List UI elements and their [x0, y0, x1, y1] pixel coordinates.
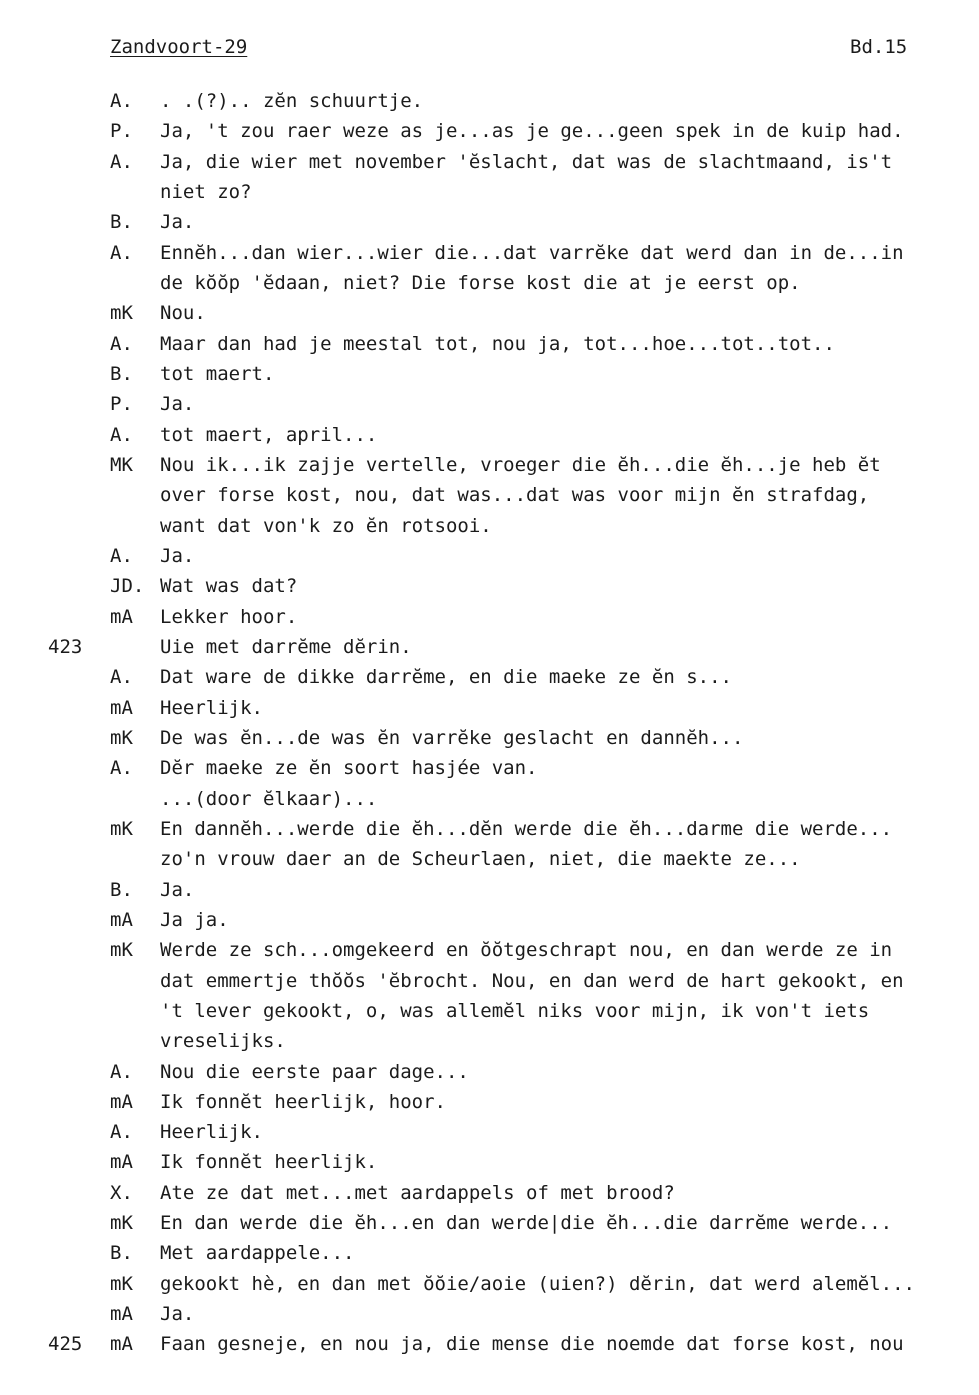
- utterance-text: Maar dan had je meestal tot, nou ja, tot...hoe...tot..tot..: [160, 332, 835, 355]
- utterance-text: Ja ja.: [160, 908, 229, 931]
- speaker-label: A.: [110, 332, 133, 355]
- utterance-text: Dat ware de dikke darrĕme, en die maeke ze ĕn s...: [160, 666, 732, 689]
- utterance-text: Lekker hoor.: [160, 605, 298, 628]
- transcript-turn: [0, 450, 979, 541]
- transcript-turn: [0, 116, 979, 146]
- speaker-label: B.: [110, 1242, 133, 1265]
- utterance-text: Ennĕh...dan wier...wier die...dat varrĕke dat werd dan in de...in: [160, 241, 904, 264]
- speaker-label: A.: [110, 423, 133, 446]
- transcript-line: [0, 238, 979, 268]
- speaker-label: A.: [110, 1121, 133, 1144]
- utterance-text: niet zo?: [160, 180, 252, 203]
- transcript-turn: [0, 420, 979, 450]
- speaker-label: mA: [110, 908, 133, 931]
- speaker-label: mK: [110, 1212, 133, 1235]
- transcript-line: [0, 1178, 979, 1208]
- utterance-text: Ja.: [160, 878, 195, 901]
- utterance-text: Ate ze dat met...met aardappels of met brood?: [160, 1181, 675, 1204]
- speaker-label: MK: [110, 453, 133, 476]
- utterance-text: Heerlijk.: [160, 1121, 263, 1144]
- transcript-line: [0, 996, 979, 1026]
- utterance-text: Ja, 't zou raer weze as je...as je ge...geen spek in de kuip had.: [160, 120, 904, 143]
- transcript-line: [0, 116, 979, 146]
- utterance-text: ...(door ĕlkaar)...: [160, 787, 378, 810]
- utterance-text: 't lever gekookt, o, was allemĕl niks voor mijn, ik von't iets: [160, 999, 870, 1022]
- transcript-line: [0, 784, 979, 814]
- transcript-line: [0, 1208, 979, 1238]
- transcript-line: [0, 268, 979, 298]
- transcript-turn: [0, 86, 979, 116]
- transcript-line: [0, 753, 979, 783]
- transcript-turn: [0, 905, 979, 935]
- transcript-line: [0, 723, 979, 753]
- speaker-label: P.: [110, 393, 133, 416]
- transcript-line: [0, 329, 979, 359]
- utterance-text: En dan werde die ĕh...en dan werde|die ĕh...die darrĕme werde...: [160, 1212, 893, 1235]
- transcript-turn: [0, 1147, 979, 1177]
- speaker-label: mA: [110, 1090, 133, 1113]
- transcript-turn: [0, 1087, 979, 1117]
- utterance-text: Ik fonnĕt heerlijk, hoor.: [160, 1090, 446, 1113]
- transcript-turn: [0, 298, 979, 328]
- speaker-label: mA: [110, 696, 133, 719]
- transcript-turn: [0, 935, 979, 1056]
- transcript-line: [0, 86, 979, 116]
- utterance-text: De was ĕn...de was ĕn varrĕke geslacht en dannĕh...: [160, 726, 744, 749]
- speaker-label: A.: [110, 241, 133, 264]
- utterance-text: Ja.: [160, 211, 195, 234]
- transcript-turn: [0, 1208, 979, 1238]
- transcript-line: [0, 1087, 979, 1117]
- transcript-line: [0, 966, 979, 996]
- transcript-turn: [0, 814, 979, 875]
- speaker-label: mK: [110, 1272, 133, 1295]
- utterance-text: zo'n vrouw daer an de Scheurlaen, niet, die maekte ze...: [160, 848, 801, 871]
- utterance-text: vreselijks.: [160, 1030, 286, 1053]
- speaker-label: JD.: [110, 575, 145, 598]
- transcript-line: [0, 1026, 979, 1056]
- utterance-text: Nou ik...ik zajje vertelle, vroeger die ĕh...die ĕh...je heb ĕt: [160, 453, 881, 476]
- utterance-text: Werde ze sch...omgekeerd en ŏŏtgeschrapt nou, en dan werde ze in: [160, 939, 893, 962]
- transcript-line: [0, 662, 979, 692]
- speaker-label: A.: [110, 757, 133, 780]
- transcript-turn: [0, 632, 979, 662]
- speaker-label: A.: [110, 150, 133, 173]
- transcript-turn: [0, 571, 979, 601]
- transcript-turn: [0, 238, 979, 299]
- speaker-label: A.: [110, 544, 133, 567]
- transcript-turn: [0, 147, 979, 208]
- speaker-label: mA: [110, 605, 133, 628]
- transcript-line: [0, 602, 979, 632]
- transcript-turn: [0, 389, 979, 419]
- transcript-line: [0, 541, 979, 571]
- utterance-text: En dannĕh...werde die ĕh...dĕn werde die ĕh...darme die werde...: [160, 817, 893, 840]
- speaker-label: B.: [110, 211, 133, 234]
- transcript-line: [0, 1299, 979, 1329]
- transcript-turn: [0, 602, 979, 632]
- utterance-text: de kŏŏp 'ĕdaan, niet? Die forse kost die at je eerst op.: [160, 271, 801, 294]
- transcript-turn: [0, 1269, 979, 1299]
- transcript-line: [0, 632, 979, 662]
- utterance-text: dat emmertje thŏŏs 'ĕbrocht. Nou, en dan werd de hart gekookt, en: [160, 969, 904, 992]
- transcript-line: [0, 814, 979, 844]
- speaker-label: B.: [110, 362, 133, 385]
- transcript-line: [0, 875, 979, 905]
- transcript-line: [0, 298, 979, 328]
- transcript-line: [0, 359, 979, 389]
- transcript-turn: [0, 662, 979, 692]
- utterance-text: Uie met darrĕme dĕrin.: [160, 635, 412, 658]
- speaker-label: A.: [110, 90, 133, 112]
- transcript-turn: [0, 359, 979, 389]
- transcript-line: [0, 207, 979, 237]
- transcript-line: [0, 844, 979, 874]
- transcript-line: [0, 480, 979, 510]
- transcript-line: [0, 935, 979, 965]
- transcript-turn: [0, 753, 979, 814]
- transcript-turn: [0, 1178, 979, 1208]
- utterance-text: want dat von'k zo ĕn rotsooi.: [160, 514, 492, 537]
- speaker-label: mK: [110, 302, 133, 325]
- utterance-text: Nou.: [160, 302, 206, 325]
- transcript-turn: [0, 875, 979, 905]
- transcript-turn: [0, 1299, 979, 1329]
- utterance-text: Ja.: [160, 393, 195, 416]
- speaker-label: mA: [110, 1151, 133, 1174]
- transcript-turn: [0, 207, 979, 237]
- utterance-text: Ik fonnĕt heerlijk.: [160, 1151, 378, 1174]
- transcript-turn: [0, 693, 979, 723]
- transcript-line: [0, 571, 979, 601]
- speaker-label: mA: [110, 1303, 133, 1326]
- transcript-turn: [0, 329, 979, 359]
- transcript-turn: [0, 1057, 979, 1087]
- utterance-text: Nou die eerste paar dage...: [160, 1060, 469, 1083]
- utterance-text: Ja.: [160, 1303, 195, 1326]
- speaker-label: mK: [110, 939, 133, 962]
- transcript-line: [0, 1238, 979, 1268]
- utterance-text: Wat was dat?: [160, 575, 298, 598]
- utterance-text: Ja, die wier met november 'ĕslacht, dat was de slachtmaand, is't: [160, 150, 893, 173]
- transcript-line: [0, 450, 979, 480]
- transcript-line: [0, 1147, 979, 1177]
- utterance-text: gekookt hè, en dan met ŏŏie/aoie (uien?) dĕrin, dat werd alemĕl...: [160, 1272, 915, 1295]
- transcript-line: [0, 1269, 979, 1299]
- transcript-turn: [0, 1117, 979, 1147]
- transcript-line: [0, 1117, 979, 1147]
- utterance-text: Ja.: [160, 544, 195, 567]
- speaker-label: mK: [110, 817, 133, 840]
- transcript-line: [0, 511, 979, 541]
- utterance-text: Dĕr maeke ze ĕn soort hasjée van.: [160, 757, 538, 780]
- utterance-text: Faan gesneje, en nou ja, die mense die noemde dat forse kost, nou: [160, 1333, 904, 1356]
- transcript-body: [0, 86, 979, 1360]
- utterance-text: Heerlijk.: [160, 696, 263, 719]
- page-number: Bd.15: [850, 36, 908, 58]
- transcript-turn: [0, 541, 979, 571]
- transcript-turn: [0, 1238, 979, 1268]
- transcript-line: [0, 420, 979, 450]
- transcript-line: [0, 1057, 979, 1087]
- transcript-turn: [0, 723, 979, 753]
- margin-line-number: 423: [48, 635, 83, 658]
- transcript-turn: [0, 1329, 979, 1359]
- transcript-line: [0, 389, 979, 419]
- utterance-text: over forse kost, nou, dat was...dat was voor mijn ĕn strafdag,: [160, 484, 870, 507]
- transcript-line: [0, 905, 979, 935]
- margin-line-number: 425: [48, 1333, 83, 1356]
- speaker-label: mK: [110, 726, 133, 749]
- utterance-text: tot maert, april...: [160, 423, 378, 446]
- document-title: Zandvoort-29: [110, 36, 248, 58]
- transcript-line: [0, 177, 979, 207]
- utterance-text: tot maert.: [160, 362, 275, 385]
- speaker-label: X.: [110, 1181, 133, 1204]
- utterance-text: . .(?).. zĕn schuurtje.: [160, 90, 424, 112]
- transcript-line: [0, 1329, 979, 1359]
- transcript-line: [0, 693, 979, 723]
- speaker-label: A.: [110, 1060, 133, 1083]
- transcript-line: [0, 147, 979, 177]
- utterance-text: Met aardappele...: [160, 1242, 355, 1265]
- speaker-label: mA: [110, 1333, 133, 1356]
- speaker-label: P.: [110, 120, 133, 143]
- speaker-label: B.: [110, 878, 133, 901]
- speaker-label: A.: [110, 666, 133, 689]
